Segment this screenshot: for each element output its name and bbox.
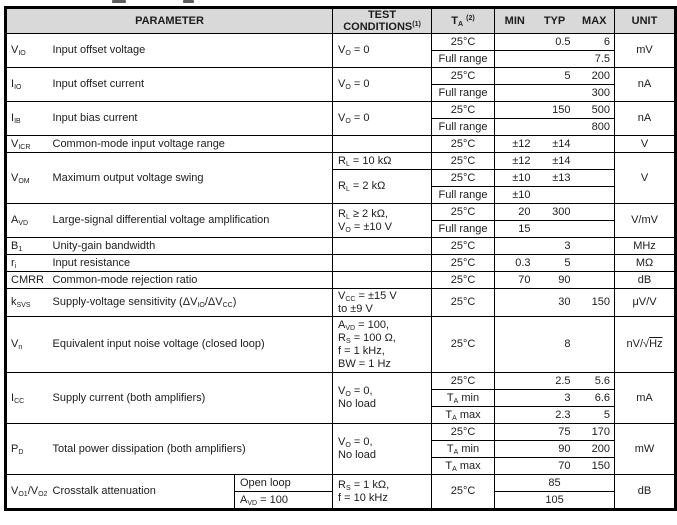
- max-value: 800: [575, 119, 615, 136]
- table-row: [7, 136, 675, 153]
- header-unit: UNIT: [615, 9, 675, 34]
- max-value: [575, 136, 615, 153]
- param-symbol: $r_i$: [7, 255, 50, 272]
- table-row: [7, 204, 675, 221]
- param-symbol: $A_{VD}$: [7, 204, 50, 238]
- header-max: MAX: [575, 9, 615, 34]
- min-value: [495, 317, 535, 373]
- max-value: [575, 204, 615, 221]
- unit-cell: mV: [615, 34, 675, 68]
- unit-cell: dB: [615, 475, 675, 509]
- min-value: [495, 238, 535, 255]
- min-value: 0.3: [495, 255, 535, 272]
- min-value: [495, 289, 535, 317]
- param-description: Equivalent input noise voltage (closed loop): [50, 317, 333, 373]
- test-condition: [333, 238, 432, 255]
- param-description: Large-signal differential voltage amplification: [50, 204, 333, 238]
- table-row: [7, 68, 675, 85]
- typ-value: 2.3: [535, 407, 575, 424]
- ta-cell: $T_A$ max: [432, 407, 495, 424]
- min-value: [495, 119, 535, 136]
- header-parameter: PARAMETER: [7, 9, 333, 34]
- param-symbol: $V_n$: [7, 317, 50, 373]
- unit-cell: μV/V: [615, 289, 675, 317]
- ta-cell: 25°C: [432, 34, 495, 51]
- unit-cell: V: [615, 136, 675, 153]
- unit-cell: MHz: [615, 238, 675, 255]
- min-value: [495, 390, 535, 407]
- param-description: Supply current (both amplifiers): [50, 373, 333, 424]
- header-test-conditions: TEST CONDITIONS$^{(1)}$: [333, 9, 432, 34]
- header-min: MIN: [495, 9, 535, 34]
- max-value: 300: [575, 85, 615, 102]
- unit-cell: nV/√Hz: [615, 317, 675, 373]
- typ-value: 75: [535, 424, 575, 441]
- param-description: Input offset current: [50, 68, 333, 102]
- table-header-row: [7, 9, 675, 34]
- min-value: ±10: [495, 170, 535, 187]
- test-condition: $R_L \ge 2$ kΩ, $V_O = \pm 10$ V: [333, 204, 432, 238]
- max-value: 500: [575, 102, 615, 119]
- max-value: 170: [575, 424, 615, 441]
- typ-value: 150: [535, 102, 575, 119]
- min-value: [495, 85, 535, 102]
- typ-value: ±14: [535, 153, 575, 170]
- table-row: [7, 34, 675, 51]
- param-symbol: $V_{ICR}$: [7, 136, 50, 153]
- ta-cell: 25°C: [432, 289, 495, 317]
- table-row: [7, 238, 675, 255]
- typ-value: ±14: [535, 136, 575, 153]
- header-typ: TYP: [535, 9, 575, 34]
- param-symbol: $V_{OM}$: [7, 153, 50, 204]
- test-condition: [333, 272, 432, 289]
- param-description: Input bias current: [50, 102, 333, 136]
- unit-cell: nA: [615, 102, 675, 136]
- table-row: [7, 475, 675, 492]
- typ-value: 70: [535, 458, 575, 475]
- test-condition: $V_O = 0$: [333, 102, 432, 136]
- test-condition: $V_O = 0$: [333, 34, 432, 68]
- typ-value: ±13: [535, 170, 575, 187]
- ta-cell: $T_A$ max: [432, 458, 495, 475]
- max-value: 5.6: [575, 373, 615, 390]
- sub-condition: Open loop: [235, 475, 333, 492]
- table-row: [7, 153, 675, 170]
- ta-cell: 25°C: [432, 170, 495, 187]
- max-value: 6: [575, 34, 615, 51]
- typ-value: 105: [495, 492, 615, 509]
- min-value: ±10: [495, 187, 535, 204]
- typ-value: 90: [535, 441, 575, 458]
- test-condition: $V_O = 0$, No load: [333, 424, 432, 475]
- unit-cell: mA: [615, 373, 675, 424]
- param-symbol: $k_{SVS}$: [7, 289, 50, 317]
- min-value: ±12: [495, 136, 535, 153]
- typ-value: 3: [535, 390, 575, 407]
- ta-cell: 25°C: [432, 204, 495, 221]
- test-condition: $V_{CC} = \pm 15$ V to ±9 V: [333, 289, 432, 317]
- param-description: Common-mode rejection ratio: [50, 272, 333, 289]
- typ-value: 90: [535, 272, 575, 289]
- test-condition: $V_O = 0$: [333, 68, 432, 102]
- typ-value: 85: [495, 475, 615, 492]
- ta-cell: Full range: [432, 187, 495, 204]
- param-description: Common-mode input voltage range: [50, 136, 333, 153]
- max-value: [575, 187, 615, 204]
- header-ta: $T_A$ $^{(2)}$: [432, 9, 495, 34]
- ta-cell: Full range: [432, 221, 495, 238]
- param-description: Input offset voltage: [50, 34, 333, 68]
- typ-value: 0.5: [535, 34, 575, 51]
- max-value: 200: [575, 441, 615, 458]
- test-condition: $R_L = 10$ kΩ: [333, 153, 432, 170]
- param-description: Maximum output voltage swing: [50, 153, 333, 204]
- typ-value: [535, 221, 575, 238]
- clipped-text-remnant: [183, 0, 194, 3]
- param-description: Supply-voltage sensitivity $(\Delta V_{IO}/\Delta V_{CC})$: [50, 289, 333, 317]
- typ-value: 3: [535, 238, 575, 255]
- min-value: ±12: [495, 153, 535, 170]
- ta-cell: 25°C: [432, 317, 495, 373]
- test-condition: $R_S = 1$ kΩ, f = 10 kHz: [333, 475, 432, 509]
- param-symbol: $I_{CC}$: [7, 373, 50, 424]
- max-value: [575, 170, 615, 187]
- max-value: 150: [575, 458, 615, 475]
- max-value: 7.5: [575, 51, 615, 68]
- typ-value: [535, 85, 575, 102]
- unit-cell: V: [615, 153, 675, 204]
- min-value: [495, 34, 535, 51]
- ta-cell: $T_A$ min: [432, 441, 495, 458]
- sub-condition: $A_{VD} = 100$: [235, 492, 333, 509]
- unit-cell: dB: [615, 272, 675, 289]
- max-value: [575, 221, 615, 238]
- param-symbol: $I_{IB}$: [7, 102, 50, 136]
- max-value: [575, 255, 615, 272]
- ta-cell: 25°C: [432, 424, 495, 441]
- typ-value: 5: [535, 255, 575, 272]
- electrical-characteristics-table: [4, 6, 677, 511]
- test-condition: [333, 255, 432, 272]
- table-row: [7, 373, 675, 390]
- ta-cell: 25°C: [432, 255, 495, 272]
- max-value: [575, 317, 615, 373]
- typ-value: 5: [535, 68, 575, 85]
- param-symbol: $I_{IO}$: [7, 68, 50, 102]
- ta-cell: 25°C: [432, 102, 495, 119]
- typ-value: [535, 51, 575, 68]
- min-value: [495, 102, 535, 119]
- ta-cell: 25°C: [432, 272, 495, 289]
- test-condition: $R_L = 2$ kΩ: [333, 170, 432, 204]
- typ-value: 2.5: [535, 373, 575, 390]
- table-row: [7, 255, 675, 272]
- min-value: [495, 424, 535, 441]
- ta-cell: 25°C: [432, 136, 495, 153]
- unit-cell: MΩ: [615, 255, 675, 272]
- typ-value: [535, 119, 575, 136]
- typ-value: [535, 187, 575, 204]
- test-condition: $A_{VD} = 100$, $R_S = 100$ Ω, f = 1 kHz, BW = 1 Hz: [333, 317, 432, 373]
- param-symbol: $P_D$: [7, 424, 50, 475]
- max-value: 5: [575, 407, 615, 424]
- min-value: 20: [495, 204, 535, 221]
- min-value: [495, 68, 535, 85]
- test-condition: $V_O = 0$, No load: [333, 373, 432, 424]
- max-value: [575, 238, 615, 255]
- max-value: [575, 153, 615, 170]
- min-value: [495, 441, 535, 458]
- table-row: [7, 272, 675, 289]
- min-value: [495, 407, 535, 424]
- ta-cell: 25°C: [432, 68, 495, 85]
- table-row: [7, 424, 675, 441]
- min-value: [495, 373, 535, 390]
- max-value: [575, 272, 615, 289]
- param-symbol: $V_{IO}$: [7, 34, 50, 68]
- param-symbol: CMRR: [7, 272, 50, 289]
- ta-cell: Full range: [432, 85, 495, 102]
- ta-cell: Full range: [432, 119, 495, 136]
- param-symbol: $B_1$: [7, 238, 50, 255]
- ta-cell: 25°C: [432, 475, 495, 509]
- clipped-text-remnant: [112, 0, 126, 3]
- unit-cell: mW: [615, 424, 675, 475]
- min-value: [495, 51, 535, 68]
- ta-cell: 25°C: [432, 153, 495, 170]
- max-value: 6.6: [575, 390, 615, 407]
- table-row: [7, 289, 675, 317]
- min-value: 15: [495, 221, 535, 238]
- typ-value: 30: [535, 289, 575, 317]
- param-description: Input resistance: [50, 255, 333, 272]
- table-row: [7, 317, 675, 373]
- ta-cell: 25°C: [432, 373, 495, 390]
- min-value: 70: [495, 272, 535, 289]
- test-condition: [333, 136, 432, 153]
- typ-value: 300: [535, 204, 575, 221]
- ta-cell: $T_A$ min: [432, 390, 495, 407]
- table-row: [7, 102, 675, 119]
- ta-cell: 25°C: [432, 238, 495, 255]
- min-value: [495, 458, 535, 475]
- max-value: 200: [575, 68, 615, 85]
- param-description: Unity-gain bandwidth: [50, 238, 333, 255]
- max-value: 150: [575, 289, 615, 317]
- param-symbol: $V_{O1}/V_{O2}$: [7, 475, 50, 509]
- typ-value: 8: [535, 317, 575, 373]
- unit-cell: nA: [615, 68, 675, 102]
- unit-cell: V/mV: [615, 204, 675, 238]
- param-description: Total power dissipation (both amplifiers): [50, 424, 333, 475]
- ta-cell: Full range: [432, 51, 495, 68]
- param-description: Crosstalk attenuation: [50, 475, 235, 509]
